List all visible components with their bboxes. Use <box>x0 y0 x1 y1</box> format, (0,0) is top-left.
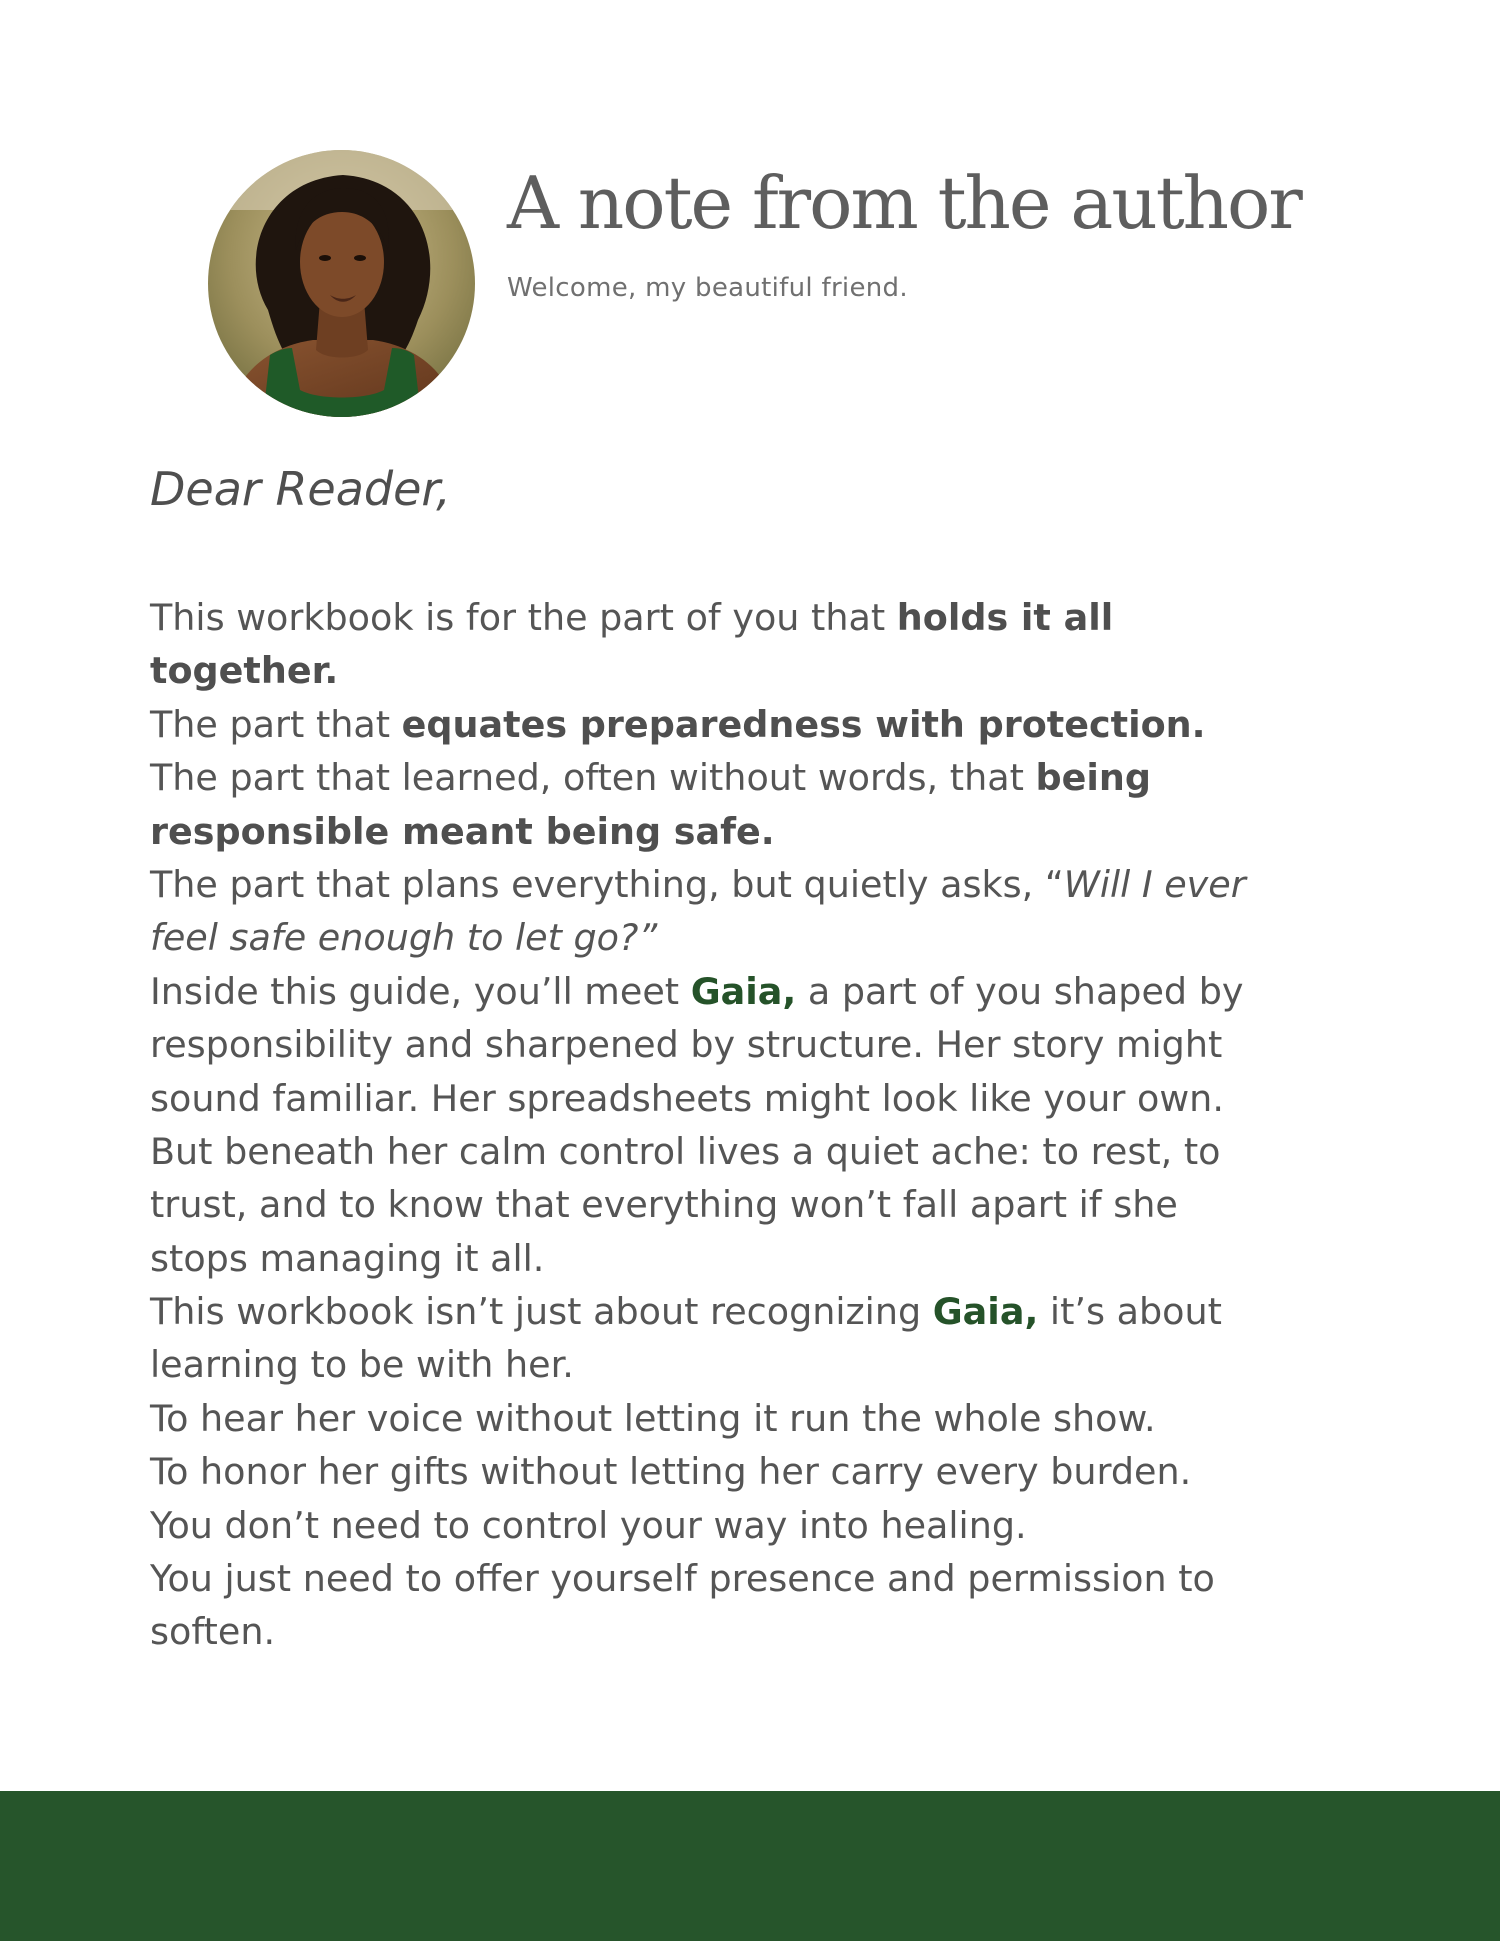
page-title: A note from the author <box>507 161 1301 245</box>
letter-line: The part that equates preparedness with protection. <box>150 702 1206 746</box>
letter-line: responsibility and sharpened by structure. Her story might <box>150 1023 1223 1067</box>
author-header <box>208 150 1301 417</box>
emphasis: equates preparedness with protection. <box>401 702 1206 746</box>
italic-question: Will I ever <box>1063 862 1246 906</box>
letter-line: To hear her voice without letting it run the whole show. <box>150 1396 1156 1440</box>
emphasis: being <box>1035 756 1151 800</box>
letter-line: soften. <box>150 1610 276 1654</box>
gaia-name: Gaia, <box>932 1290 1039 1334</box>
letter-line <box>150 805 1360 858</box>
letter-line <box>150 911 1360 964</box>
emphasis: responsible meant being safe. <box>150 809 775 853</box>
italic-question: feel safe enough to let go?” <box>150 916 658 960</box>
emphasis: together. <box>150 649 339 693</box>
letter-line: sound familiar. Her spreadsheets might look like your own. <box>150 1076 1224 1120</box>
page-subtitle: Welcome, my beautiful friend. <box>507 273 908 304</box>
letter-line: stops managing it all. <box>150 1236 545 1280</box>
letter-line: trust, and to know that everything won’t fall apart if she <box>150 1183 1178 1227</box>
letter-line <box>150 644 1360 697</box>
gaia-name: Gaia, <box>690 969 797 1013</box>
letter-line: But beneath her calm control lives a quiet ache: to rest, to <box>150 1129 1221 1173</box>
letter-line: The part that learned, often without words, that being <box>150 756 1151 800</box>
letter-line: To honor her gifts without letting her carry every burden. <box>150 1450 1192 1494</box>
footer-band <box>0 1791 1500 1941</box>
emphasis: holds it all <box>896 596 1114 639</box>
letter-line: Inside this guide, you’ll meet Gaia, a part of you shaped by <box>150 969 1244 1013</box>
letter-line: learning to be with her. <box>150 1343 574 1387</box>
letter-line: This workbook is for the part of you that holds it all <box>150 596 1114 639</box>
author-portrait <box>208 150 475 417</box>
salutation: Dear Reader, <box>150 462 451 516</box>
letter-line: The part that plans everything, but quietly asks, “Will I ever <box>150 862 1246 906</box>
letter-line: You just need to offer yourself presence and permission to <box>150 1557 1215 1601</box>
letter-line: This workbook isn’t just about recognizing Gaia, it’s about <box>150 1290 1222 1334</box>
letter-line: You don’t need to control your way into healing. <box>150 1503 1027 1547</box>
letter-body <box>150 591 1360 1659</box>
